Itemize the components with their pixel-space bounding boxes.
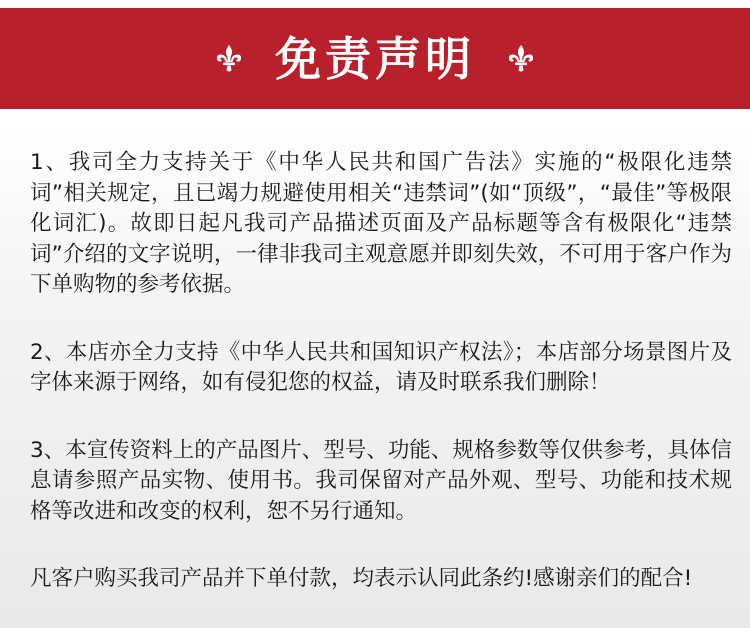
fleur-de-lis-icon — [213, 43, 245, 75]
disclaimer-body — [30, 148, 732, 595]
disclaimer-paragraph-3: 3、本宣传资料上的产品图片、型号、功能、规格参数等仅供参考，具体信息请参照产品实物、使用书。我司保留对产品外观、型号、功能和技术规格等改进和改变的权利，恕不另行通知。 — [30, 437, 732, 524]
disclaimer-paragraph-2: 2、本店亦全力支持《中华人民共和国知识产权法》；本店部分场景图片及字体来源于网络，如有侵犯您的权益，请及时联系我们删除！ — [30, 339, 732, 395]
disclaimer-closing: 凡客户购买我司产品并下单付款，均表示认同此条约!感谢亲们的配合! — [30, 566, 693, 591]
title-banner — [0, 8, 750, 109]
disclaimer-paragraph-1: 1、我司全力支持关于《中华人民共和国广告法》实施的“极限化违禁词”相关规定，且已竭力规避使用相关“违禁词”(如“顶级”，“最佳”等极限化词汇)。故即日起凡我司产品描述页面及产品标题等含有极限化“违禁词”介绍的文字说明，一律非我司主观意愿并即刻失效，不可用于客户作为下单购物的参考依据。 — [30, 150, 732, 297]
banner-inner — [213, 31, 537, 86]
page-title: 免责声明 — [275, 31, 475, 86]
fleur-de-lis-icon — [505, 43, 537, 75]
